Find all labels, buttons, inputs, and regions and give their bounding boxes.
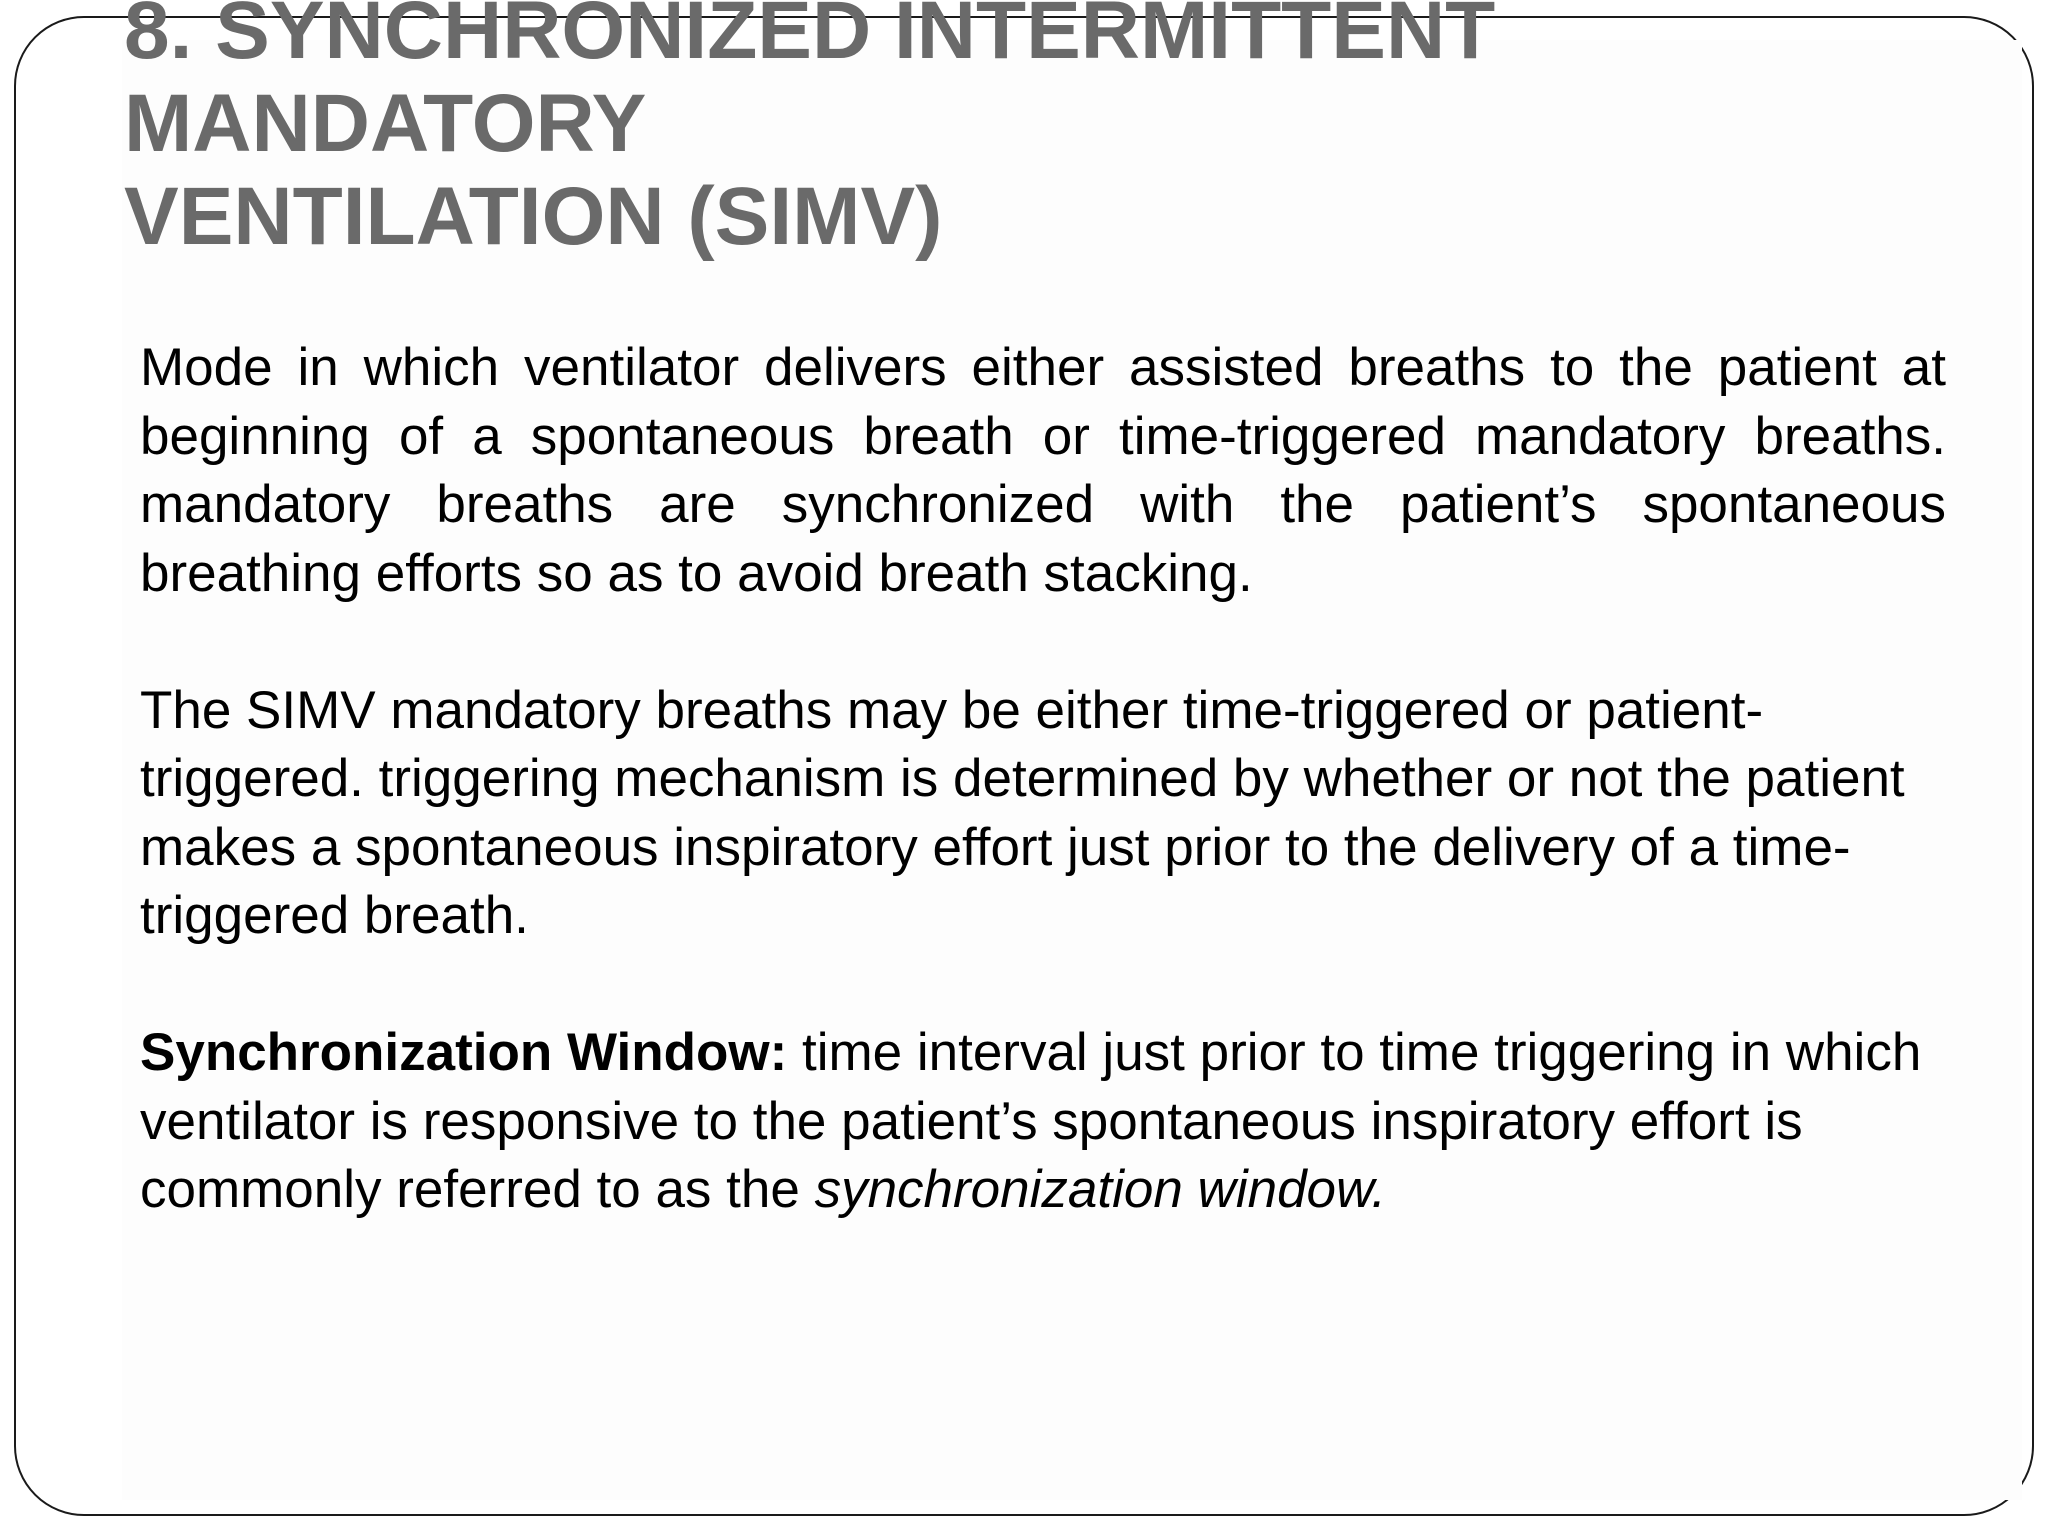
synchronization-window-label: Synchronization Window: — [140, 1023, 788, 1082]
synchronization-window-term: synchronization window. — [814, 1160, 1387, 1219]
paragraph-mode-description: Mode in which ventilator delivers either assisted breaths to the patient at beginning of a spontaneous breath or time-triggered mandatory breaths. mandatory breaths are synchronized with the patient’s spontaneous breathing efforts so as to avoid breath stacking. — [140, 338, 1946, 603]
paragraph-triggering: The SIMV mandatory breaths may be either time-triggered or patient-triggered. triggering mechanism is determined by whether or not the patient makes a spontaneous inspiratory effort just prior to the delivery of a time-triggered breath. — [140, 680, 1905, 945]
slide-body — [140, 334, 1946, 1225]
title-line-2: MANDATORY — [124, 78, 647, 169]
synchronization-window-line-2 — [140, 1088, 1946, 1225]
title-line-3: VENTILATION (SIMV) — [124, 171, 943, 262]
synchronization-window-text-2: ventilator is responsive to the patient’s spontaneous inspiratory effort is commonly referred to as the — [140, 1091, 1803, 1219]
slide-title — [124, 0, 1495, 263]
synchronization-window-text-1: time interval just prior to time triggering in which — [787, 1023, 1922, 1082]
title-line-1: 8. SYNCHRONIZED INTERMITTENT — [124, 0, 1496, 76]
paragraph-synchronization-window — [140, 1019, 1946, 1225]
